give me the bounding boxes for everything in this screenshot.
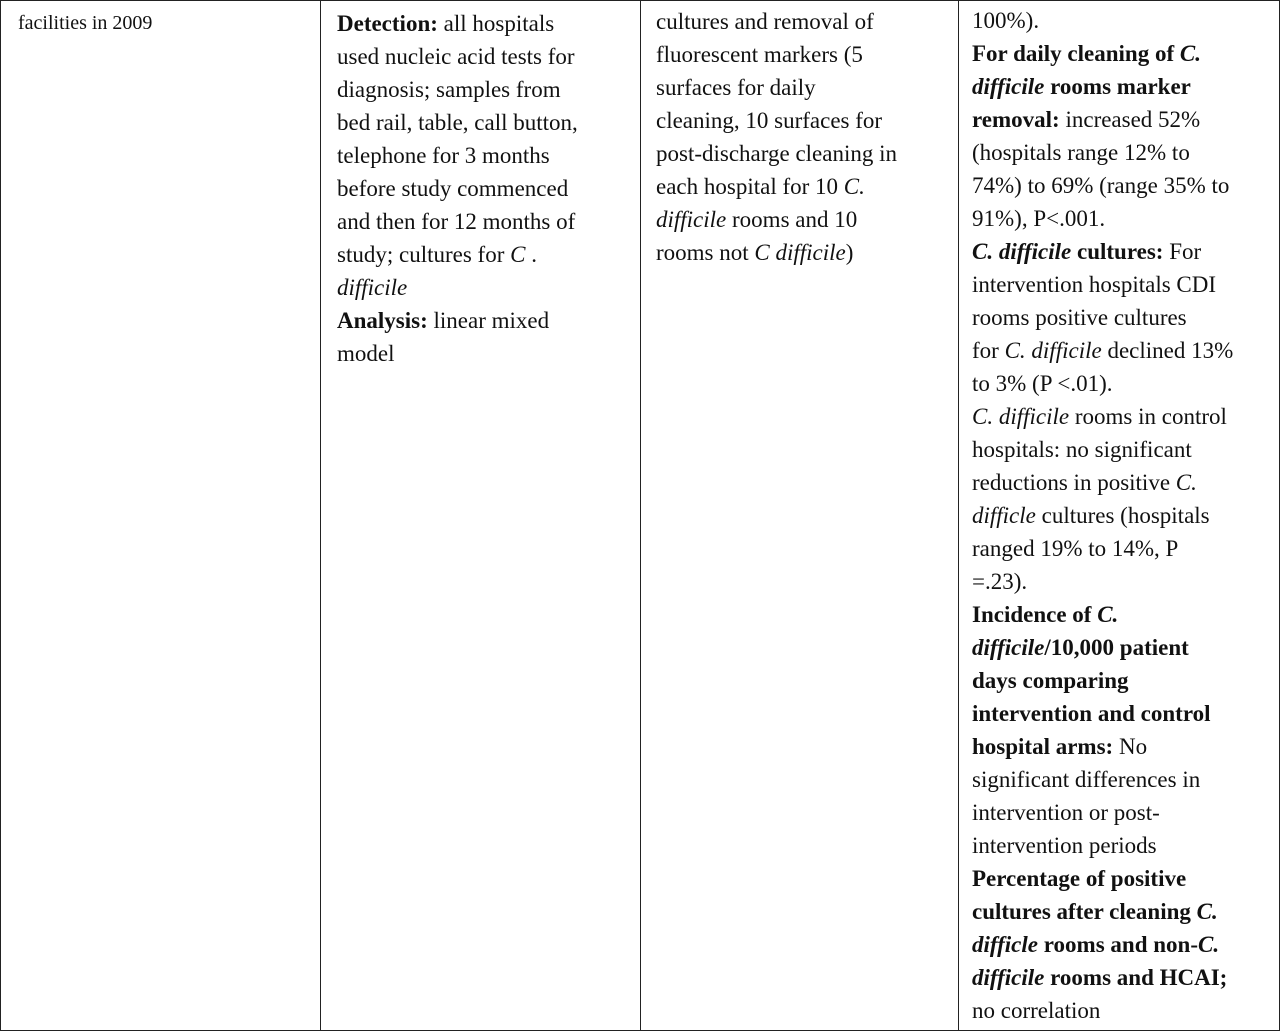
text-run: C [510, 242, 526, 267]
text-run: ) [845, 240, 854, 265]
text-run: C. [1197, 932, 1220, 957]
text-line [337, 106, 634, 139]
text-run: rooms and non- [1038, 932, 1198, 957]
text-run: rooms in control [1069, 404, 1227, 429]
text-line [972, 367, 1275, 400]
text-line [972, 466, 1275, 499]
text-line [972, 202, 1275, 235]
text-run: =.23). [972, 569, 1028, 594]
text-run: intervention and control [972, 701, 1211, 726]
text-run: hospitals: no significant [972, 437, 1192, 462]
text-line [972, 499, 1275, 532]
text-line [972, 730, 1275, 763]
text-run: significant differences in [972, 767, 1201, 792]
cell-text [641, 1, 958, 269]
text-line [972, 433, 1275, 466]
text-line [972, 796, 1275, 829]
text-run: difficile [972, 74, 1045, 99]
text-run: each hospital for 10 [656, 174, 844, 199]
text-line [972, 37, 1275, 70]
text-line [972, 598, 1275, 631]
text-run: diagnosis; samples from [337, 77, 561, 102]
text-run: rooms not [656, 240, 755, 265]
table-cell-results [959, 1, 1280, 1031]
text-run: for [972, 338, 1005, 363]
text-line [972, 235, 1275, 268]
text-run: no correlation [972, 998, 1101, 1023]
text-line [656, 71, 952, 104]
text-run: telephone for 3 months [337, 143, 550, 168]
text-line [337, 172, 634, 205]
text-line [972, 70, 1275, 103]
text-line [656, 170, 952, 203]
text-line [972, 565, 1275, 598]
text-run: rooms and HCAI; [1044, 965, 1228, 990]
text-run: surfaces for daily [656, 75, 816, 100]
text-line [972, 136, 1275, 169]
table-cell-methods [321, 1, 641, 1031]
table-cell-setting [1, 1, 321, 1031]
text-line [972, 895, 1275, 928]
text-run: C. [1196, 899, 1218, 924]
text-line [337, 271, 634, 304]
text-run: hospital arms: [972, 734, 1114, 759]
text-line [972, 631, 1275, 664]
text-run: declined 13% [1101, 338, 1234, 363]
text-run: cleaning, 10 surfaces for [656, 108, 883, 133]
text-run: fluorescent markers (5 [656, 42, 863, 67]
text-run: C. difficile [972, 239, 1072, 264]
text-run: removal: [972, 107, 1060, 132]
table-row [1, 1, 1280, 1031]
text-run: to 3% (P <.01). [972, 371, 1113, 396]
text-line [972, 532, 1275, 565]
text-run: Analysis: [337, 308, 428, 333]
text-run: ranged 19% to 14%, P [972, 536, 1179, 561]
text-run: difficile [972, 635, 1045, 660]
text-run: intervention hospitals CDI [972, 272, 1217, 297]
text-run: difficile [656, 207, 727, 232]
text-run: For [1163, 239, 1202, 264]
cell-text [1, 1, 320, 40]
text-run: Percentage of positive [972, 866, 1187, 891]
text-line [972, 103, 1275, 136]
text-run: /10,000 patient [1044, 635, 1189, 660]
text-run: C. [1175, 470, 1197, 495]
text-run: C. [843, 174, 865, 199]
text-run: cultures (hospitals [1035, 503, 1210, 528]
text-run: increased 52% [1059, 107, 1201, 132]
text-line [656, 203, 952, 236]
text-line [972, 994, 1275, 1027]
text-line [656, 38, 952, 71]
text-run: linear mixed [427, 308, 550, 333]
text-run: all hospitals [437, 11, 555, 36]
text-run: cultures: [1071, 239, 1164, 264]
text-line [972, 862, 1275, 895]
text-line [337, 40, 634, 73]
text-run: facilities in 2009 [18, 12, 153, 34]
text-line [656, 236, 952, 269]
text-run: C. [1179, 41, 1201, 66]
text-run: 74%) to 69% (range 35% to [972, 173, 1230, 198]
text-run: rooms positive cultures [972, 305, 1187, 330]
text-line [972, 169, 1275, 202]
text-run: (hospitals range 12% to [972, 140, 1190, 165]
text-line [337, 73, 634, 106]
text-run: study; cultures for [337, 242, 511, 267]
text-run: cultures after cleaning [972, 899, 1197, 924]
text-run: bed rail, table, call button, [337, 110, 578, 135]
text-line [972, 961, 1275, 994]
text-run: For daily cleaning of [972, 41, 1180, 66]
text-run: before study commenced [337, 176, 569, 201]
text-run: days comparing [972, 668, 1129, 693]
text-run: Detection: [337, 11, 438, 36]
cell-text [321, 1, 640, 370]
text-line [18, 7, 312, 40]
text-run: and then for 12 months of [337, 209, 576, 234]
text-line [972, 268, 1275, 301]
text-run: 91%), P<.001. [972, 206, 1106, 231]
text-run: . [525, 242, 537, 267]
text-run: rooms and 10 [726, 207, 858, 232]
text-line [337, 205, 634, 238]
text-run: intervention or post- [972, 800, 1160, 825]
text-run: C. [1097, 602, 1119, 627]
text-run: difficle [972, 932, 1038, 957]
text-run: intervention periods [972, 833, 1157, 858]
text-line [337, 7, 634, 40]
text-run: rooms marker [1044, 74, 1191, 99]
cell-text [959, 1, 1279, 1027]
text-run: No [1113, 734, 1148, 759]
text-line [972, 928, 1275, 961]
text-line [972, 400, 1275, 433]
text-line [972, 334, 1275, 367]
text-line [337, 304, 634, 337]
table-cell-intervention [641, 1, 959, 1031]
text-run: model [337, 341, 395, 366]
text-line [972, 763, 1275, 796]
text-line [337, 238, 634, 271]
text-line [972, 4, 1275, 37]
text-run: difficle [972, 503, 1036, 528]
text-run: post-discharge cleaning in [656, 141, 898, 166]
text-run: cultures and removal of [656, 9, 874, 34]
text-line [972, 301, 1275, 334]
text-run: C difficile [754, 240, 846, 265]
text-line [656, 5, 952, 38]
text-line [656, 137, 952, 170]
text-run: difficile [972, 965, 1045, 990]
text-line [972, 829, 1275, 862]
text-line [972, 697, 1275, 730]
text-run: C. difficile [1004, 338, 1102, 363]
text-line [972, 664, 1275, 697]
text-line [656, 104, 952, 137]
text-run: difficile [337, 275, 408, 300]
text-run: reductions in positive [972, 470, 1176, 495]
text-run: used nucleic acid tests for [337, 44, 575, 69]
text-run: C. difficile [972, 404, 1070, 429]
text-run: 100%). [972, 8, 1040, 33]
text-run: Incidence of [972, 602, 1098, 627]
text-line [337, 139, 634, 172]
text-line [337, 337, 634, 370]
